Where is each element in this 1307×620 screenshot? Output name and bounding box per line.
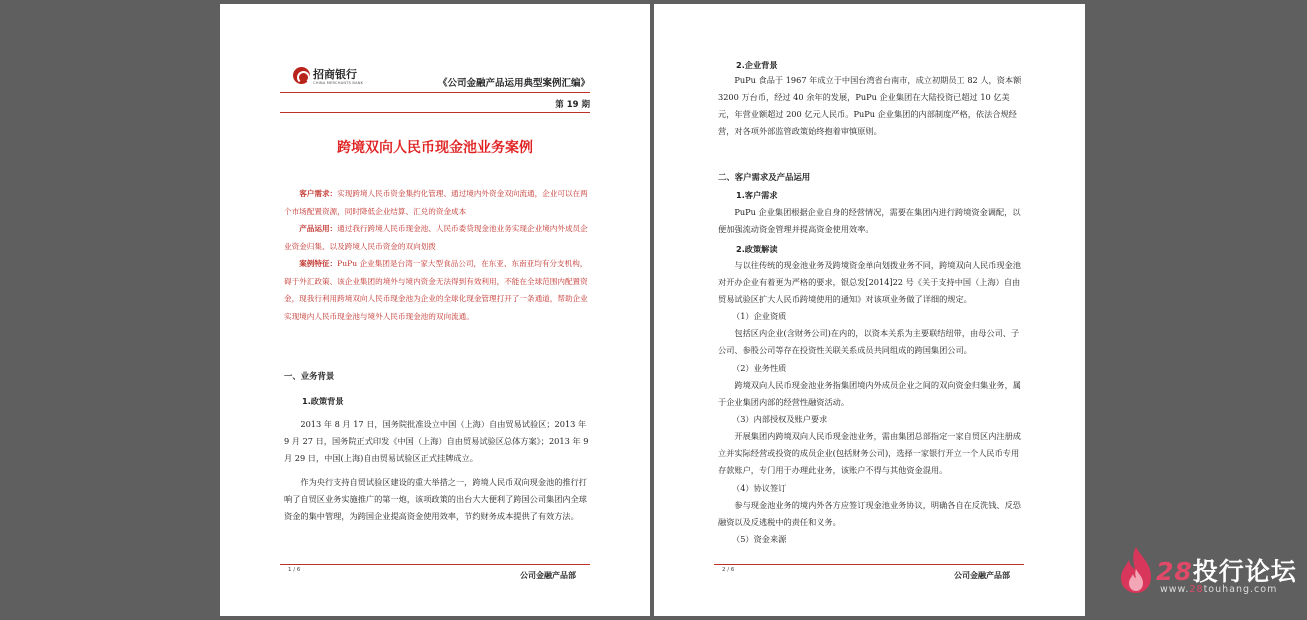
watermark-brand-text: 投行论坛 [1192, 557, 1297, 586]
summary-product-text: 通过我行跨境人民币现金池、人民币委贷现金池业务实现企业境内外成员企业资金归集、以及跨境人民币资金的双向划拨 [284, 224, 588, 251]
bank-logo-icon [293, 67, 310, 84]
summary-feature-text: PuPu 企业集团是台湾一家大型食品公司，在东亚、东南亚均有分支机构，碍于外汇政策、该企业集团的境外与境内资金无法得到有效利用，不能在全球范围内配置资金，现我行利用跨境双向人民币现金池为企业的全球化现金管理打开了一条通道，帮助企业实现境内人民币现金池与境外人民币现金池的双向流通。 [284, 259, 588, 321]
item-1-heading: （1）企业资质 [732, 311, 787, 321]
policy-interpretation-paragraph: 与以往传统的现金池业务及跨境资金单向划拨业务不同，跨境双向人民币现金池对开办企业有着更为严格的要求，银总发[2014]22 号《关于支持中国（上海）自由贸易试验区扩大人民币跨境使用的通知》对该项业务做了详细的规定。 [718, 260, 1021, 304]
section-1-heading: 一、业务背景 [284, 371, 335, 381]
case-title: 跨境双向人民币现金池业务案例 [337, 140, 533, 156]
summary-product-label: 产品运用： [299, 224, 338, 233]
document-page-2 [654, 4, 1085, 616]
item-3-text: 开展集团内跨境双向人民币现金池业务，需由集团总部指定一家自贸区内注册成立并实际经营或投资的成员企业(包括财务公司)，选择一家银行开立一个人民币专用存款账户，专门用于办理此业务，该账户不得与其他资金混用。 [718, 431, 1021, 475]
footer-divider [280, 564, 590, 565]
policy-paragraph-2: 作为央行支持自贸试验区建设的重大举措之一，跨境人民币双向现金池的推行打响了自贸区业务实施推广的第一炮，该项政策的出台大大便利了跨国公司集团内全球资金的集中管理，为跨国企业提高资金使用效率，节约财务成本提供了有效方法。 [284, 477, 587, 521]
watermark-brand [1156, 552, 1297, 588]
company-paragraph: PuPu 食品于 1967 年成立于中国台湾省台南市，成立初期员工 82 人，资本额 3200 万台币，经过 40 余年的发展，PuPu 企业集团在大陆投资已超过 10 亿美元，年营业额超过 200 亿元人民币。PuPu 企业集团的内部制度严格，依法合规经营，对各项外部监管政策始终抱着审慎原则。 [718, 75, 1022, 136]
watermark-url-prefix: www. [1160, 584, 1190, 595]
policy-paragraph-1: 2013 年 8 月 17 日，国务院批准设立中国（上海）自由贸易试验区；2013 年 9 月 27 日，国务院正式印发《中国（上海）自由贸易试验区总体方案》；2013 年 9 月 29 日，中国(上海)自由贸易试验区正式挂牌成立。 [284, 419, 589, 463]
item-5-heading: （5）资金来源 [732, 534, 787, 544]
summary-feature-label: 案例特征： [299, 259, 338, 268]
page-number: 1 / 6 [288, 567, 301, 573]
header-divider [280, 92, 590, 93]
series-title: 《公司金融产品运用典型案例汇编》 [437, 78, 590, 89]
watermark-url [1160, 584, 1277, 595]
subsection-company-heading: 2.企业背景 [736, 60, 778, 70]
item-2-heading: （2）业务性质 [732, 363, 787, 373]
summary-feature [284, 255, 590, 325]
watermark-brand-number: 28 [1156, 557, 1193, 586]
customer-need-paragraph: PuPu 企业集团根据企业自身的经营情况，需要在集团内进行跨境资金调配，以便加强流动资金管理并提高资金使用效率。 [718, 207, 1021, 234]
policy-interpretation-heading: 2.政策解读 [736, 244, 778, 254]
bank-logo-english: CHINA MERCHANTS BANK [313, 81, 364, 85]
item-3-heading: （3）内部授权及账户要求 [732, 414, 828, 424]
item-4-heading: （4）协议签订 [732, 483, 787, 493]
page-number: 2 / 6 [722, 567, 735, 573]
issue-number: 第 19 期 [555, 100, 590, 110]
document-page-1 [220, 4, 650, 616]
footer-department: 公司金融产品部 [520, 571, 576, 580]
footer-divider [714, 564, 1024, 565]
header-divider-2 [280, 112, 590, 113]
summary-product [284, 220, 590, 255]
watermark-url-suffix: touhang.com [1203, 584, 1278, 595]
item-4-text: 参与现金池业务的境内外各方应签订现金池业务协议，明确各自在反洗钱、反恐融资以及反逃税中的责任和义务。 [718, 500, 1021, 527]
flame-logo-icon [1117, 545, 1155, 595]
footer-department: 公司金融产品部 [954, 571, 1010, 580]
customer-need-heading: 1.客户需求 [736, 190, 778, 200]
item-2-text: 跨境双向人民币现金池业务指集团境内外成员企业之间的双向资金归集业务，属于企业集团内部的经营性融资活动。 [718, 380, 1021, 407]
section-2-heading: 二、客户需求及产品运用 [718, 172, 811, 182]
bank-logo-text: 招商银行 [313, 68, 357, 81]
summary-need-text: 实现跨境人民币资金集约化管理、通过境内外资金双向流通，企业可以在两个市场配置资源，同时降低企业结算、汇兑的资金成本 [284, 189, 588, 216]
subsection-policy-heading: 1.政策背景 [302, 396, 344, 406]
watermark-url-number: 28 [1189, 584, 1204, 595]
summary-need [284, 185, 590, 220]
case-summary [284, 185, 590, 325]
summary-need-label: 客户需求： [299, 189, 338, 198]
item-1-text: 包括区内企业(含财务公司)在内的，以资本关系为主要联结纽带，由母公司、子公司、参股公司等存在投资性关联关系成员共同组成的跨国集团公司。 [718, 328, 1020, 355]
